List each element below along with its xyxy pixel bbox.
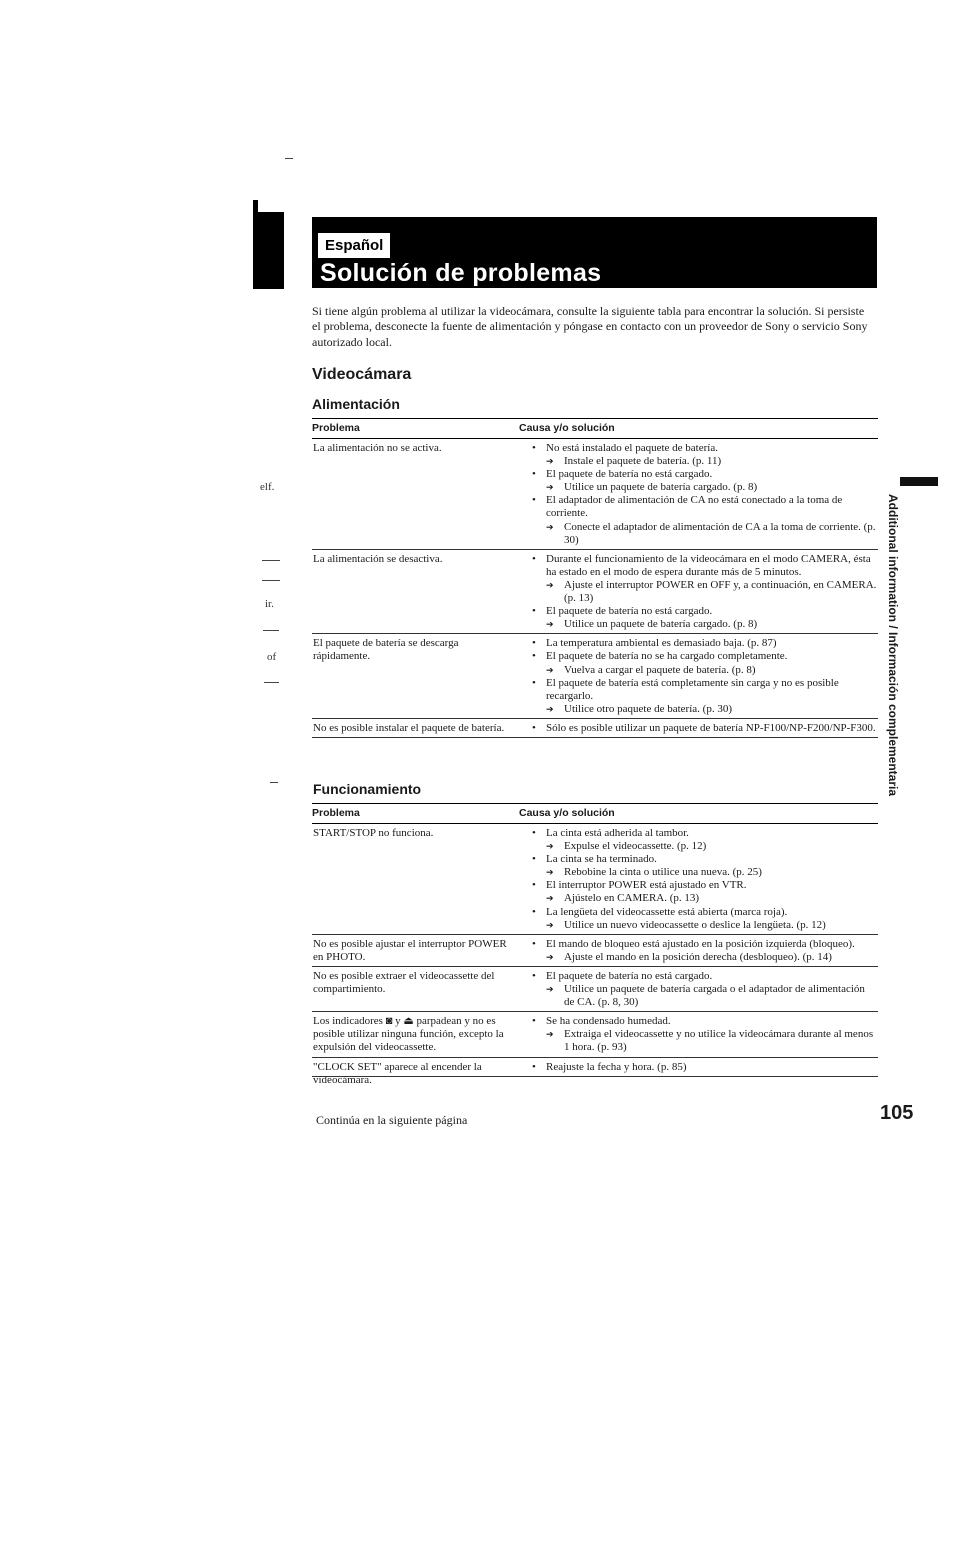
intro-paragraph: Si tiene algún problema al utilizar la videocámara, consulte la siguiente tabla para encontrar la solución. Si persiste el problema, desconecte la fuente de alimentación y póngase en contacto con un proveedor de Sony o servicio Sony autorizado local. xyxy=(312,304,868,349)
remedy-item: ➔ Utilice otro paquete de batería. (p. 30) xyxy=(530,703,878,716)
table-row xyxy=(312,967,878,1012)
table-row xyxy=(312,719,878,738)
language-tag: Español xyxy=(318,233,390,258)
remedy-item: ➔ Vuelva a cargar el paquete de batería. (p. 8) xyxy=(530,664,878,677)
remedy-item: ➔ Instale el paquete de batería. (p. 11) xyxy=(530,455,878,468)
table-body xyxy=(312,824,878,1086)
problem-cell: No es posible ajustar el interruptor POWER en PHOTO. xyxy=(313,937,507,963)
margin-scrap: elf. xyxy=(260,481,275,493)
subsection-title-funcionamiento: Funcionamiento xyxy=(313,781,422,797)
table-row xyxy=(312,824,878,935)
table-row xyxy=(312,935,878,967)
solution-cell xyxy=(530,439,878,549)
continuation-note: Continúa en la siguiente página xyxy=(316,1113,468,1127)
cause-item: • No está instalado el paquete de batería. xyxy=(530,442,878,455)
side-tab-marker xyxy=(900,477,938,486)
cause-item: • El paquete de batería está completamente sin carga y no es posible recargarlo. xyxy=(530,677,878,703)
solution-cell xyxy=(530,824,878,934)
section-title: Videocámara xyxy=(312,366,412,383)
problem-cell: No es posible extraer el videocassette del compartimiento. xyxy=(313,969,495,996)
cause-item: • El paquete de batería no se ha cargado completamente. xyxy=(530,650,878,663)
solution-cell xyxy=(530,935,878,966)
margin-scrap: ir. xyxy=(265,598,274,610)
cause-item: • La temperatura ambiental es demasiado baja. (p. 87) xyxy=(530,637,878,650)
left-edge-bar xyxy=(253,212,284,289)
table-body xyxy=(312,439,878,738)
problem-cell: START/STOP no funciona. xyxy=(313,827,434,839)
remedy-item: ➔ Utilice un paquete de batería cargado. (p. 8) xyxy=(530,481,878,494)
solution-cell xyxy=(530,1012,878,1056)
problem-cell: "CLOCK SET" aparece al encender la videocámara. xyxy=(313,1060,482,1086)
remedy-item: ➔ Ajústelo en CAMERA. (p. 13) xyxy=(530,892,878,905)
margin-scrap: of xyxy=(267,651,277,663)
remedy-item: ➔ Utilice un paquete de batería cargado. (p. 8) xyxy=(530,618,878,631)
margin-dash xyxy=(285,158,293,159)
problem-cell: La alimentación se desactiva. xyxy=(313,552,443,565)
solution-cell xyxy=(530,550,878,634)
cause-item: • Sólo es posible utilizar un paquete de batería NP-F100/NP-F200/NP-F300. xyxy=(530,722,878,735)
table-row xyxy=(312,1058,878,1086)
table-row xyxy=(312,634,878,719)
cause-item: • El paquete de batería no está cargado. xyxy=(530,970,878,983)
margin-dash xyxy=(262,560,280,561)
margin-dash xyxy=(263,630,279,631)
table-header xyxy=(312,418,878,439)
cause-item: • El paquete de batería no está cargado. xyxy=(530,468,878,481)
solution-cell xyxy=(530,634,878,718)
problem-cell: La alimentación no se activa. xyxy=(313,442,442,454)
problem-cell: No es posible instalar el paquete de batería. xyxy=(313,721,505,734)
cause-item: • La cinta se ha terminado. xyxy=(530,853,878,866)
solution-cell xyxy=(530,967,878,1011)
solution-cell xyxy=(530,1058,878,1076)
remedy-item: ➔ Extraiga el videocassette y no utilice la videocámara durante al menos 1 hora. (p. 93) xyxy=(530,1028,878,1054)
remedy-item: ➔ Expulse el videocassette. (p. 12) xyxy=(530,840,878,853)
problem-cell: Los indicadores ◙ y ⏏ parpadean y no es posible utilizar ninguna función, excepto la expulsión del videocassette. xyxy=(313,1015,504,1054)
column-header-solution: Causa y/o solución xyxy=(519,807,615,819)
remedy-item: ➔ Rebobine la cinta o utilice una nueva. (p. 25) xyxy=(530,866,878,879)
remedy-item: ➔ Conecte el adaptador de alimentación de CA a la toma de corriente. (p. 30) xyxy=(530,521,878,547)
table-alimentacion xyxy=(312,418,878,738)
page-number: 105 xyxy=(880,1102,914,1124)
remedy-item: ➔ Ajuste el interruptor POWER en OFF y, a continuación, en CAMERA. (p. 13) xyxy=(530,579,878,605)
margin-dash xyxy=(262,580,280,581)
column-header-solution: Causa y/o solución xyxy=(519,422,615,434)
cause-item: • Reajuste la fecha y hora. (p. 85) xyxy=(530,1061,878,1074)
table-row xyxy=(312,550,878,635)
cause-item: • El mando de bloqueo está ajustado en la posición izquierda (bloqueo). xyxy=(530,938,878,951)
cause-item: • La lengüeta del videocassette está abierta (marca roja). xyxy=(530,906,878,919)
remedy-item: ➔ Utilice un paquete de batería cargada o el adaptador de alimentación de CA. (p. 8, 30) xyxy=(530,983,878,1009)
table-row xyxy=(312,1012,878,1057)
solution-cell xyxy=(530,719,878,737)
problem-cell: El paquete de batería se descarga rápidamente. xyxy=(313,637,459,663)
cause-item: • Se ha condensado humedad. xyxy=(530,1015,878,1028)
table-funcionamiento xyxy=(312,803,878,1086)
table-header xyxy=(312,803,878,824)
column-header-problem: Problema xyxy=(312,807,360,819)
table-row xyxy=(312,439,878,550)
cause-item: • El adaptador de alimentación de CA no está conectado a la toma de corriente. xyxy=(530,494,878,520)
margin-dash xyxy=(264,682,279,683)
side-tab-label: Additional information / Información complementaria xyxy=(886,494,900,797)
cause-item: • El paquete de batería no está cargado. xyxy=(530,605,878,618)
remedy-item: ➔ Utilice un nuevo videocassette o deslice la lengüeta. (p. 12) xyxy=(530,919,878,932)
cause-item: • El interruptor POWER está ajustado en VTR. xyxy=(530,879,878,892)
cause-item: • Durante el funcionamiento de la videocámara en el modo CAMERA, ésta ha estado en el modo de espera durante más de 5 minutos. xyxy=(530,553,878,579)
remedy-item: ➔ Ajuste el mando en la posición derecha (desbloqueo). (p. 14) xyxy=(530,951,878,964)
column-header-problem: Problema xyxy=(312,422,360,434)
page-title: Solución de problemas xyxy=(320,259,602,287)
margin-dash xyxy=(270,782,278,783)
subsection-title-alimentacion: Alimentación xyxy=(312,396,400,412)
cause-item: • La cinta está adherida al tambor. xyxy=(530,827,878,840)
